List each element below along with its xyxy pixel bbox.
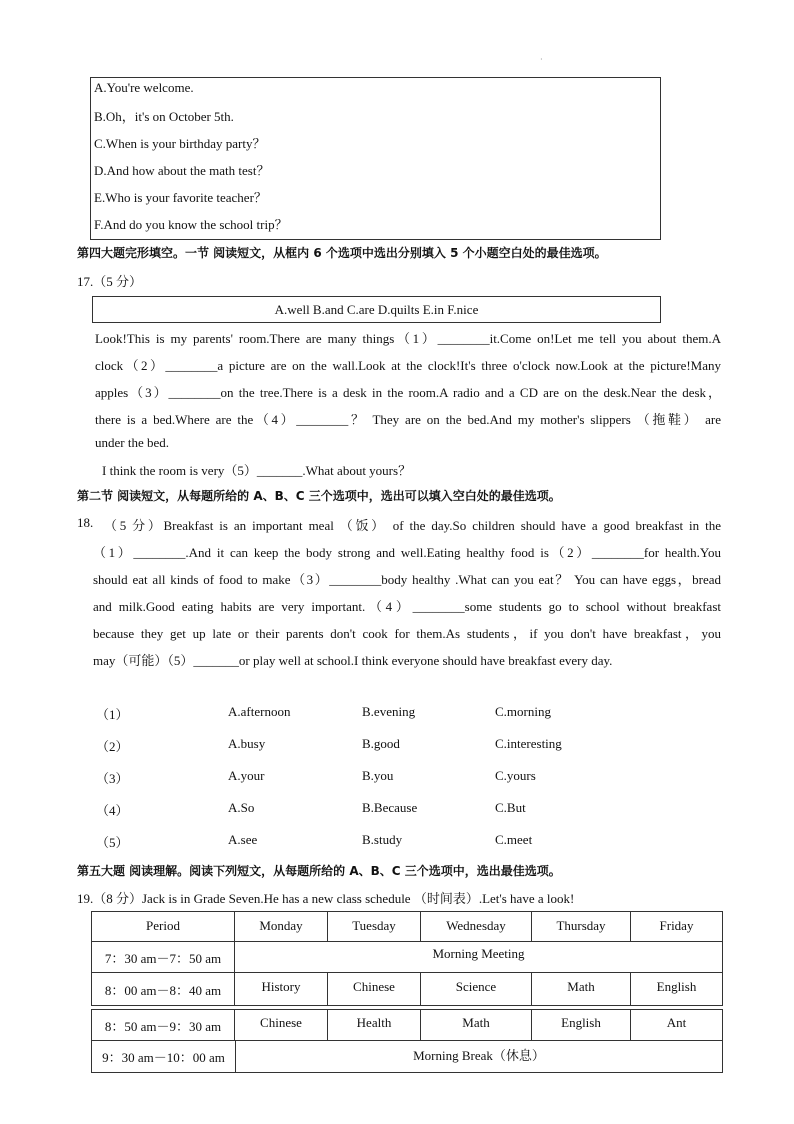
- q18-line-5: because they get up late or their parents don't cook for them.As students，if you don't have breakfast，you: [93, 626, 721, 641]
- q18-number: 18.: [77, 515, 94, 530]
- q18-line-1: （5 分）Breakfast is an important meal （饭） of the day.So children should have a good breakfast in the: [104, 518, 721, 533]
- choice-b[interactable]: B.good: [362, 736, 400, 751]
- choice-c[interactable]: C.morning: [495, 704, 551, 719]
- q16-option-a: A.You're welcome.: [94, 80, 194, 95]
- row2-friday: English: [630, 972, 723, 1006]
- row3-monday: Chinese: [234, 1009, 328, 1041]
- q18-choice-row: [0, 800, 794, 820]
- page-dot: ·: [540, 55, 543, 64]
- q18-choice-row: [0, 768, 794, 788]
- q17-line-6: I think the room is very（5）_______.What about yours？: [102, 463, 412, 478]
- q17-line-3: apples（3）________on the tree.There is a desk in the room.A radio and a CD are on the desk.Near the desk，: [95, 385, 721, 400]
- choice-a[interactable]: A.your: [228, 768, 265, 783]
- row3-thursday: English: [531, 1009, 631, 1041]
- q18-line-6: may（可能）（5）_______or play well at school.I think everyone should have breakfast every day.: [93, 653, 613, 668]
- q17-line-4: there is a bed.Where are the（4）________？ They are on the bed.And my mother's slippers （拖鞋） are: [95, 412, 721, 427]
- header-monday: Monday: [234, 911, 328, 942]
- row2-monday: History: [234, 972, 328, 1006]
- header-tuesday: Tuesday: [327, 911, 421, 942]
- header-thursday: Thursday: [531, 911, 631, 942]
- row4-morning-break: Morning Break（休息）: [235, 1040, 723, 1073]
- choice-number: （2）: [96, 739, 129, 754]
- q18-choice-row: [0, 704, 794, 724]
- q16-options-box: [90, 77, 661, 240]
- q16-option-e: E.Who is your favorite teacher？: [94, 190, 267, 205]
- section4-heading: 第四大题完形填空。一节 阅读短文，从框内 6 个选项中选出分别填入 5 个小题空白处的最佳选项。: [77, 246, 607, 260]
- row1-time: 7：30 am－7：50 am: [91, 941, 235, 973]
- q17-word-bank: [92, 296, 661, 323]
- section2-heading: 第二节 阅读短文，从每题所给的 A、B、C 三个选项中，选出可以填入空白处的最佳选项。: [77, 489, 561, 503]
- q17-line-5: under the bed.: [95, 435, 170, 450]
- row2-wednesday: Science: [420, 972, 532, 1006]
- header-friday: Friday: [630, 911, 723, 942]
- q16-option-d: D.And how about the math test？: [94, 163, 270, 178]
- choice-number: （3）: [96, 771, 129, 786]
- choice-number: （5）: [96, 835, 129, 850]
- q16-option-b: B.Oh，it's on October 5th.: [94, 109, 234, 124]
- header-wednesday: Wednesday: [420, 911, 532, 942]
- row1-morning-meeting: Morning Meeting: [234, 941, 723, 973]
- q17-line-1: Look!This is my parents' room.There are many things（1）________it.Come on!Let me tell you about them.A: [95, 331, 721, 346]
- choice-b[interactable]: B.you: [362, 768, 394, 783]
- choice-c[interactable]: C.yours: [495, 768, 536, 783]
- row3-wednesday: Math: [420, 1009, 532, 1041]
- q16-option-c: C.When is your birthday party？: [94, 136, 266, 151]
- row4-time: 9：30 am－10：00 am: [91, 1040, 236, 1073]
- q18-line-2: （1）________.And it can keep the body strong and well.Eating healthy food is（2）________for health.You: [93, 545, 721, 560]
- row3-time: 8：50 am－9：30 am: [91, 1009, 235, 1041]
- choice-a[interactable]: A.So: [228, 800, 255, 815]
- q17-line-2: clock（2）________a picture are on the wall.Look at the clock!It's three o'clock now.Look at the picture!Many: [95, 358, 721, 373]
- q17-number: 17.（5 分）: [77, 274, 143, 289]
- choice-number: （1）: [96, 707, 129, 722]
- choice-b[interactable]: B.Because: [362, 800, 418, 815]
- q19-intro: 19.（8 分）Jack is in Grade Seven.He has a new class schedule （时间表）.Let's have a look!: [77, 891, 575, 906]
- section5-heading: 第五大题 阅读理解。阅读下列短文，从每题所给的 A、B、C 三个选项中，选出最佳选项。: [77, 864, 561, 878]
- q18-line-3: should eat all kinds of food to make（3）________body healthy .What can you eat？ You can have eggs，bread: [93, 572, 721, 587]
- choice-b[interactable]: B.study: [362, 832, 403, 847]
- q17-word-bank-text: A.well B.and C.are D.quilts E.in F.nice: [274, 302, 479, 317]
- row2-tuesday: Chinese: [327, 972, 421, 1006]
- choice-a[interactable]: A.afternoon: [228, 704, 291, 719]
- q16-option-f: F.And do you know the school trip？: [94, 217, 288, 232]
- choice-c[interactable]: C.interesting: [495, 736, 562, 751]
- header-period: Period: [91, 911, 235, 942]
- q18-choice-row: [0, 832, 794, 852]
- q18-line-4: and milk.Good eating habits are very important.（4）________some students go to school without breakfast: [93, 599, 721, 614]
- row2-time: 8：00 am－8：40 am: [91, 972, 235, 1006]
- choice-c[interactable]: C.meet: [495, 832, 533, 847]
- choice-c[interactable]: C.But: [495, 800, 526, 815]
- choice-a[interactable]: A.see: [228, 832, 258, 847]
- choice-b[interactable]: B.evening: [362, 704, 416, 719]
- q18-choice-row: [0, 736, 794, 756]
- row3-tuesday: Health: [327, 1009, 421, 1041]
- choice-number: （4）: [96, 803, 129, 818]
- choice-a[interactable]: A.busy: [228, 736, 266, 751]
- row2-thursday: Math: [531, 972, 631, 1006]
- row3-friday: Ant: [630, 1009, 723, 1041]
